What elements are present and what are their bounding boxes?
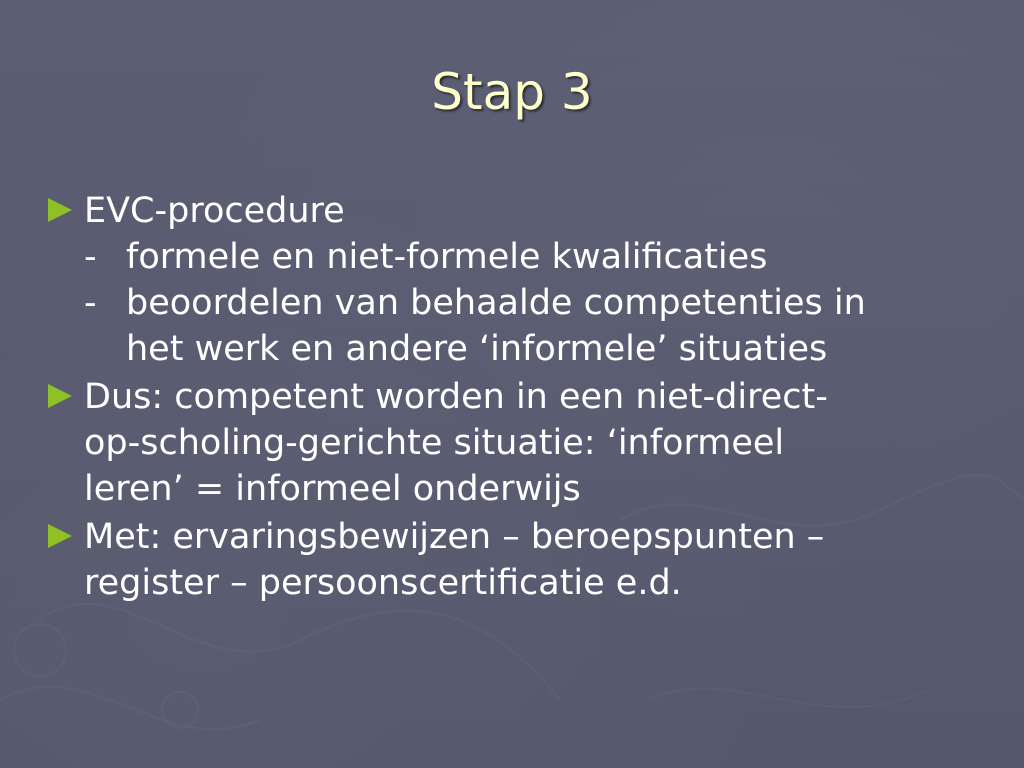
sub-item-beoordelen — [84, 280, 998, 372]
bullet-item-met — [48, 514, 998, 606]
dash-marker: - — [84, 237, 97, 277]
triangle-right-icon — [48, 384, 72, 408]
dash-marker: - — [84, 283, 97, 323]
bullet-item-evc — [48, 188, 998, 372]
bullet-text-line-2: op-scholing-gerichte situatie: ‘informeel — [84, 423, 785, 463]
bullet-item-dus — [48, 374, 998, 512]
sub-item-kwalificaties — [84, 234, 998, 280]
bullet-list — [48, 188, 998, 608]
bullet-text-line-2: register – persoonscertificatie e.d. — [84, 563, 682, 603]
sub-item-text-continued: het werk en andere ‘informele’ situaties — [126, 329, 828, 369]
bullet-text-line-3: leren’ = informeel onderwijs — [84, 469, 581, 509]
slide-title: Stap 3 — [431, 63, 593, 121]
bullet-text-line-1: Met: ervaringsbewijzen – beroepspunten – — [84, 517, 825, 557]
sub-item-text: beoordelen van behaalde competenties in — [126, 283, 866, 323]
bullet-text-line-1: Dus: competent worden in een niet-direct- — [84, 377, 828, 417]
triangle-right-icon — [48, 198, 72, 222]
bullet-text: EVC-procedure — [84, 191, 345, 231]
sub-item-text: formele en niet-formele kwalificaties — [126, 237, 768, 277]
triangle-right-icon — [48, 524, 72, 548]
